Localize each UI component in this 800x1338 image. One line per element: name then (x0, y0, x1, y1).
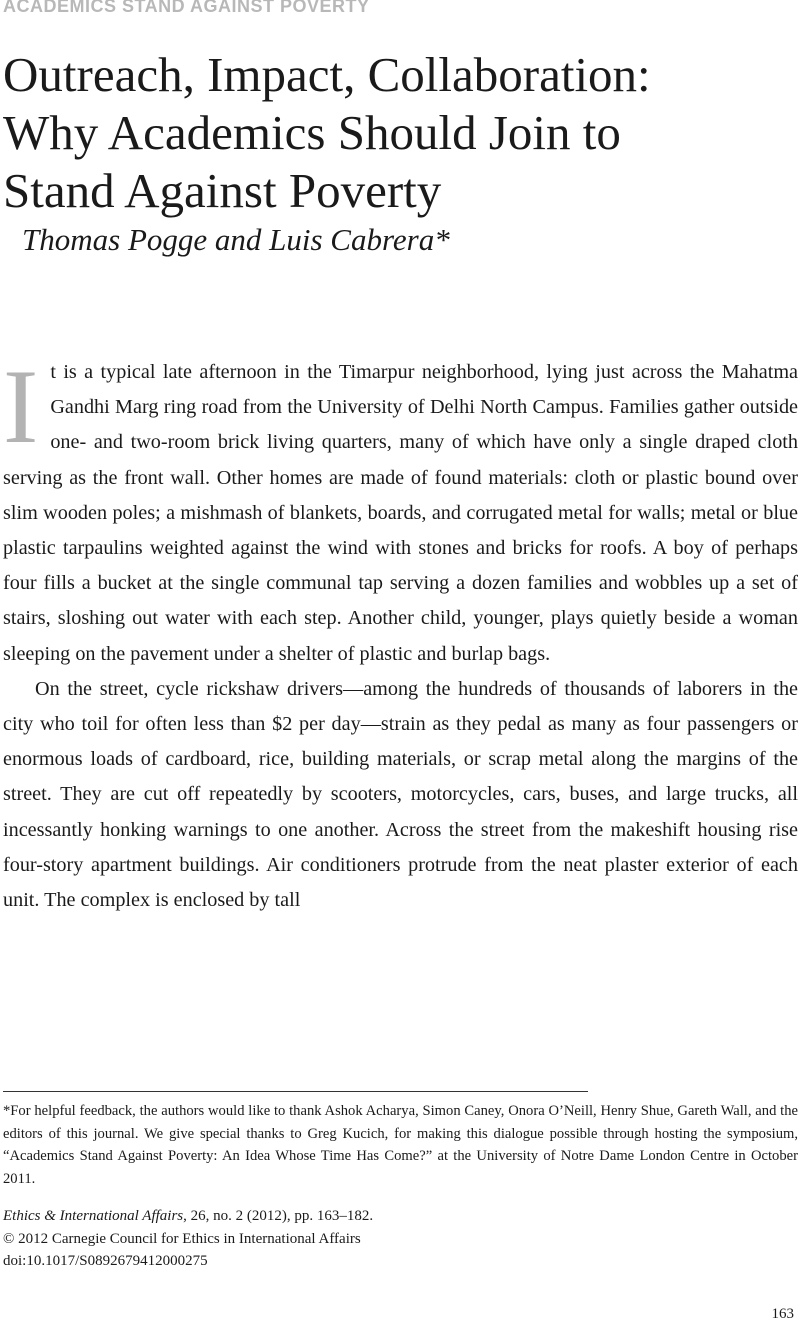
drop-cap: I (3, 348, 39, 465)
copyright-line: © 2012 Carnegie Council for Ethics in International Affairs (3, 1230, 361, 1247)
title-line: Stand Against Poverty (3, 163, 442, 218)
article-authors: Thomas Pogge and Luis Cabrera* (22, 222, 450, 257)
citation-block (3, 1205, 373, 1273)
footnote: *For helpful feedback, the authors would like to thank Ashok Acharya, Simon Caney, Onora O’Neill, Henry Shue, Gareth Wall, and the editors of this journal. We give special thanks to Greg Kucich, for making this dialogue possible through hosting the symposium, “Academics Stand Against Poverty: An Idea Whose Time Has Come?” at the University of Notre Dame London Centre in October 2011. (3, 1103, 798, 1187)
article-body (3, 348, 798, 918)
footnote-divider (3, 1091, 588, 1092)
title-line: Outreach, Impact, Collaboration: (3, 47, 651, 102)
doi-line: doi:10.1017/S0892679412000275 (3, 1253, 208, 1270)
body-paragraph (3, 348, 798, 672)
running-head: ACADEMICS STAND AGAINST POVERTY (3, 0, 370, 16)
body-paragraph: On the street, cycle rickshaw drivers—among the hundreds of thousands of laborers in the city who toil for often less than $2 per day—strain as they pedal as many as four passengers or enormous loads of cardboard, rice, building materials, or scrap metal along the margins of the street. They are cut off repeatedly by scooters, motorcycles, cars, buses, and large trucks, all incessantly honking warnings to one another. Across the street from the makeshift housing rise four-story apartment buildings. Air conditioners protrude from the neat plaster exterior of each unit. The complex is enclosed by tall (3, 677, 798, 912)
citation-line (3, 1205, 373, 1228)
page-number: 163 (771, 1306, 794, 1322)
journal-name: Ethics & International Affairs (3, 1208, 184, 1224)
article-title (3, 46, 798, 220)
paragraph-text: t is a typical late afternoon in the Timarpur neighborhood, lying just across the Mahatma Gandhi Marg ring road from the University of Delhi North Campus. Families gather outside one- and two-room brick living quarters, many of which have only a single draped cloth serving as the front wall. Other homes are made of found materials: cloth or plastic bound over slim wooden poles; a mishmash of blankets, boards, and corrugated metal for walls; metal or blue plastic tarpaulins weighted against the wind with stones and bricks for roofs. A boy of perhaps four fills a bucket at the single communal tap serving a dozen families and wobbles up a set of stairs, sloshing out water with each step. Another child, younger, plays quietly beside a woman sleeping on the pavement under a shelter of plastic and burlap bags. (3, 361, 798, 665)
citation-details: , 26, no. 2 (2012), pp. 163–182. (183, 1208, 374, 1224)
title-line: Why Academics Should Join to (3, 105, 621, 160)
